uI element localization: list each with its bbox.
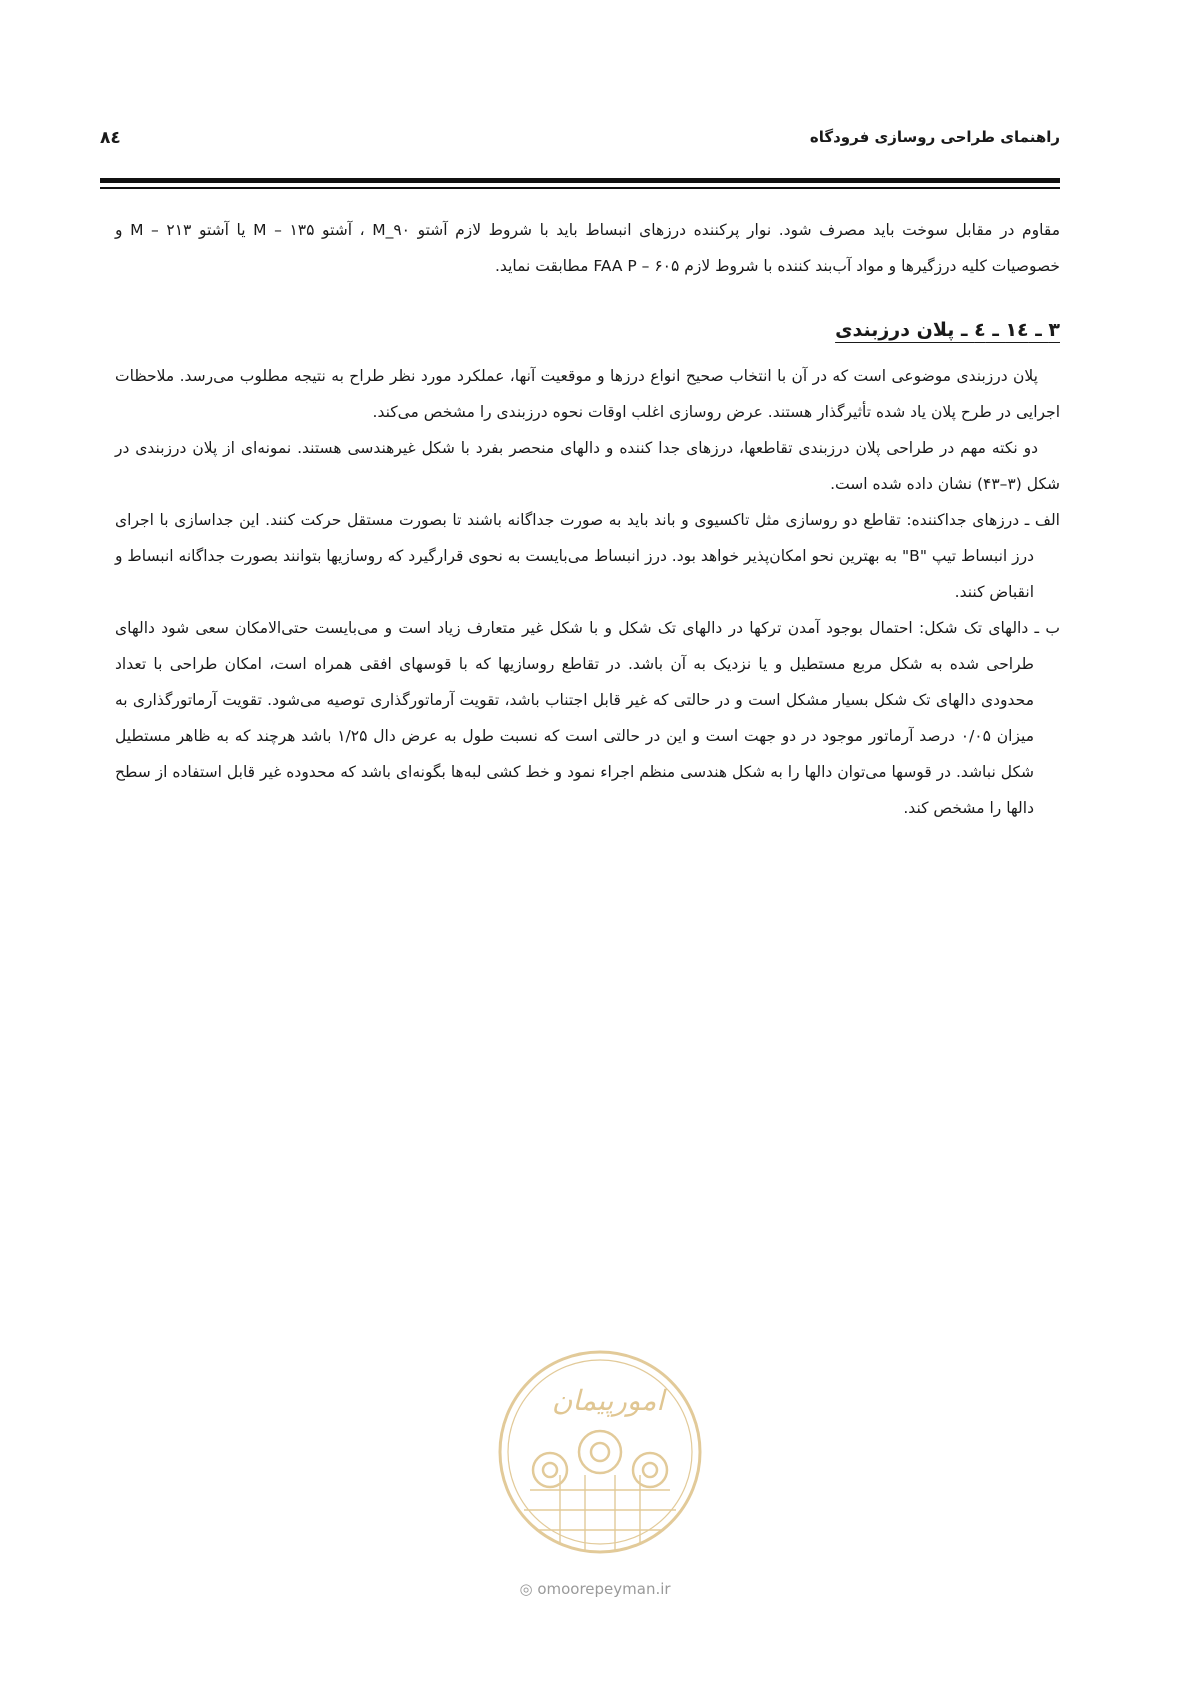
watermark-icon: ◎ xyxy=(519,1580,533,1598)
header-rule-thick xyxy=(100,178,1060,183)
paragraph-1: پلان درزبندی موضوعی است که در آن با انتخاب صحیح انواع درزها و موقعیت آنها، عملکرد مورد نظر طراح به نتیجه مطلوب می‌رسد. ملاحظات اجرایی در طرح پلان یاد شده تأثیرگذار هستند. عرض روسازی اغلب اوقات نحوه درزبندی را مشخص می‌کند. xyxy=(115,367,1060,421)
page-body xyxy=(115,212,1060,826)
book-title: راهنمای طراحی روسازی فرودگاه xyxy=(809,128,1060,146)
watermark-site-text: omoorepeyman.ir xyxy=(537,1580,671,1598)
section-heading: ۳ ـ ۱٤ ـ ٤ ـ پلان درزبندی xyxy=(835,319,1060,341)
paragraph-2: دو نکته مهم در طراحی پلان درزبندی تقاطعها، درزهای جدا کننده و دالهای منحصر بفرد با شکل غیرهندسی هستند. نمونه‌ای از پلان درزبندی در شکل (۳–۴۳) نشان داده شده است. xyxy=(115,439,1060,493)
header-rule-thin xyxy=(100,187,1060,189)
watermark-site xyxy=(480,1580,710,1598)
list-item-alef: الف ـ درزهای جداکننده: تقاطع دو روسازی مثل تاکسیوی و باند باید به صورت جداگانه باشند تا بصورت مستقل حرکت کنند. این جداسازی با اجرای درز انبساط تیپ "B" به بهترین نحو امکان‌پذیر خواهد بود. درز انبساط می‌بایست به نحوی قرارگیرد که روسازیها بتوانند بصورت جداگانه انبساط و انقباض کنند. xyxy=(114,511,1060,601)
intro-paragraph: مقاوم در مقابل سوخت باید مصرف شود. نوار پرکننده درزهای انبساط باید با شروط لازم آشتو M_۹۰ ، آشتو ۱۳۵ – M یا آشتو ۲۱۳ – M و خصوصیات کلیه درزگیرها و مواد آب‌بند کننده با شروط لازم FAA P – ۶۰۵ مطابقت نماید. xyxy=(115,221,1060,275)
list-item-be: ب ـ دالهای تک شکل: احتمال بوجود آمدن ترکها در دالهای تک شکل و با شکل غیر متعارف زیاد است و می‌بایست حتی‌الامکان سعی شود دالهای طراحی شده به شکل مربع مستطیل و یا نزدیک به آن باشد. در تقاطع روسازیها که با قوسهای افقی همراه است، امکان طراحی با تعداد محدودی دالهای تک شکل بسیار مشکل است و در حالتی که غیر قابل اجتناب باشد، تقویت آرماتورگذاری توصیه می‌شود. تقویت آرماتورگذاری به میزان ۰/۰۵ درصد آرماتور موجود در دو جهت است و این در حالتی است که نسبت طول به عرض دال ۱/۲۵ باشد هرچند که به ظاهر مستطیل شکل نباشد. در قوسها می‌توان دالها را به شکل هندسی منظم اجراء نمود و خط کشی لبه‌ها بگونه‌ای باشد که محدوده غیر قابل استفاده از سطح دالها را مشخص کند. xyxy=(115,619,1060,817)
watermark-logo xyxy=(490,1340,710,1570)
watermark-logo-text: امورپیمان xyxy=(551,1384,665,1417)
page-number: ۸٤ xyxy=(100,128,121,148)
page-header xyxy=(100,128,1060,158)
